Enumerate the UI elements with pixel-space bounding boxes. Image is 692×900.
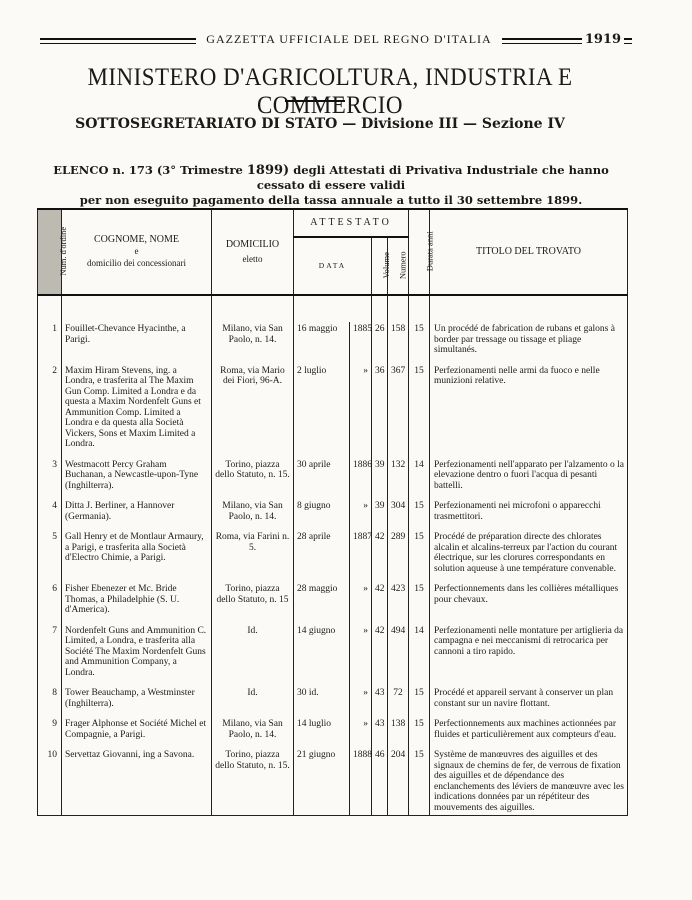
row-domicilio: Id.	[212, 624, 294, 681]
table-row	[38, 458, 628, 494]
table-row	[38, 748, 628, 816]
row-numero: 158	[388, 322, 409, 358]
row-year: »	[350, 582, 372, 618]
col-data: DATA	[294, 237, 372, 295]
row-volume: 42	[372, 624, 388, 681]
col-durata: Durata anni	[409, 209, 430, 295]
row-volume: 42	[372, 530, 388, 576]
row-volume: 43	[372, 717, 388, 742]
row-title: Système de manœuvres des aiguilles et des signaux de chemins de fer, de verrous de fixation des aiguilles et de dépendance des enclanchements des léviers de manœuvre avec les indications données par un répétiteur des mouvements des aiguilles.	[430, 748, 628, 816]
col-cognome-e: e	[134, 245, 139, 256]
row-year: 1887	[350, 530, 372, 576]
col-attestato: ATTESTATO	[294, 209, 409, 237]
row-number: 10	[38, 748, 62, 816]
row-name: Fisher Ebenezer et Mc. Bride Thomas, a Philadelphie (S. U. d'America).	[62, 582, 212, 618]
row-year: 1885	[350, 322, 372, 358]
row-durata: 15	[409, 499, 430, 524]
row-numero: 132	[388, 458, 409, 494]
row-date: 30 id.	[294, 686, 350, 711]
row-domicilio: Torino, piazza dello Statuto, n. 15.	[212, 748, 294, 816]
row-title: Procédé de préparation directe des chlorates alcalin et alcalins-terreux par l'action du courant électrique, sur les clorures correspondants en solution aqueuse à une température convenable.	[430, 530, 628, 576]
row-date: 28 aprile	[294, 530, 350, 576]
table-row	[38, 364, 628, 452]
ministry-title: MINISTERO D'AGRICOLTURA, INDUSTRIA E COMMERCIO	[87, 64, 573, 119]
row-numero: 304	[388, 499, 409, 524]
row-volume: 26	[372, 322, 388, 358]
row-name: Frager Alphonse et Société Michel et Compagnie, a Parigi.	[62, 717, 212, 742]
col-cognome-label: COGNOME, NOME	[94, 234, 179, 246]
col-domicilio-sub: eletto	[242, 254, 263, 264]
row-volume: 39	[372, 499, 388, 524]
table-row	[38, 686, 628, 711]
row-number: 5	[38, 530, 62, 576]
row-durata: 14	[409, 458, 430, 494]
row-year: 1886	[350, 458, 372, 494]
list-intro	[36, 163, 626, 208]
row-year: »	[350, 686, 372, 711]
table-row	[38, 582, 628, 618]
row-volume: 42	[372, 582, 388, 618]
row-numero: 423	[388, 582, 409, 618]
row-number: 1	[38, 322, 62, 358]
page-number: 1919	[582, 32, 624, 47]
row-volume: 43	[372, 686, 388, 711]
row-date: 2 luglio	[294, 364, 350, 452]
row-domicilio: Milano, via San Paolo, n. 14.	[212, 717, 294, 742]
col-volume: Volume	[372, 237, 388, 295]
row-domicilio: Milano, via San Paolo, n. 14.	[212, 322, 294, 358]
row-domicilio: Torino, piazza dello Statuto, n. 15	[212, 582, 294, 618]
row-name: Fouillet-Chevance Hyacinthe, a Parigi.	[62, 322, 212, 358]
intro-year: 1899)	[246, 163, 290, 178]
row-name: Ditta J. Berliner, a Hannover (Germania).	[62, 499, 212, 524]
row-volume: 36	[372, 364, 388, 452]
col-domicilio-label: DOMICILIO	[225, 238, 280, 250]
row-domicilio: Milano, via San Paolo, n. 14.	[212, 499, 294, 524]
row-number: 2	[38, 364, 62, 452]
row-durata: 15	[409, 582, 430, 618]
row-domicilio: Roma, via Mario dei Fiori, 96-A.	[212, 364, 294, 452]
row-volume: 39	[372, 458, 388, 494]
row-durata: 15	[409, 686, 430, 711]
row-durata: 15	[409, 717, 430, 742]
row-name: Nordenfelt Guns and Ammunition C. Limited, a Londra, e trasferita alla Société The Maxim Nordenfelt Guns and Ammunition Company, a Londra.	[62, 624, 212, 681]
patents-table	[37, 208, 628, 816]
row-year: 1888	[350, 748, 372, 816]
row-number: 6	[38, 582, 62, 618]
section-subtitle: SOTTOSEGRETARIATO DI STATO — Divisione III — Sezione IV	[75, 116, 565, 132]
row-numero: 204	[388, 748, 409, 816]
row-number: 7	[38, 624, 62, 681]
table-row	[38, 717, 628, 742]
row-domicilio: Id.	[212, 686, 294, 711]
row-title: Perfezionamenti nell'apparato per l'alzamento o la elevazione dentro o fuori l'acqua di pesanti battelli.	[430, 458, 628, 494]
row-numero: 494	[388, 624, 409, 681]
row-durata: 15	[409, 322, 430, 358]
row-title: Perfectionnements dans les collières métalliques pour chevaux.	[430, 582, 628, 618]
col-cognome-sub: domicilio dei concessionari	[87, 258, 186, 269]
row-name: Maxim Hiram Stevens, ing. a Londra, e trasferita al The Maxim Gun Comp. Limited a Londra e da questa a Maxim Nordenfelt Guns et Ammunition Comp. Limited a Londra e da questa alla Società Vickers, Sons et Maxim Limited a Londra.	[62, 364, 212, 452]
col-titolo: TITOLO DEL TROVATO	[430, 209, 628, 295]
row-number: 8	[38, 686, 62, 711]
row-title: Un procédé de fabrication de rubans et galons à border par tressage ou tissage et pliage simultanés.	[430, 322, 628, 358]
row-title: Perfezionamenti nelle armi da fuoco e nelle munizioni relative.	[430, 364, 628, 452]
row-name: Westmacott Percy Graham Buchanan, a Newcastle-upon-Tyne (Inghilterra).	[62, 458, 212, 494]
table-row	[38, 499, 628, 524]
row-number: 9	[38, 717, 62, 742]
row-numero: 289	[388, 530, 409, 576]
row-durata: 14	[409, 624, 430, 681]
row-domicilio: Torino, piazza dello Statuto, n. 15.	[212, 458, 294, 494]
table-row	[38, 530, 628, 576]
row-date: 14 luglio	[294, 717, 350, 742]
title-rule	[285, 100, 345, 102]
row-date: 30 aprile	[294, 458, 350, 494]
row-numero: 367	[388, 364, 409, 452]
row-year: »	[350, 364, 372, 452]
row-name: Tower Beauchamp, a Westminster (Inghilterra).	[62, 686, 212, 711]
table-row	[38, 624, 628, 681]
col-num-ordine: Num. d'ordine	[38, 209, 62, 295]
row-title: Perfezionamenti nei microfoni o apparecchi trasmettitori.	[430, 499, 628, 524]
row-volume: 46	[372, 748, 388, 816]
row-number: 4	[38, 499, 62, 524]
row-durata: 15	[409, 530, 430, 576]
row-title: Procédé et appareil servant à conserver un plan constant sur un navire flottant.	[430, 686, 628, 711]
col-numero: Numero	[388, 237, 409, 295]
row-date: 14 giugno	[294, 624, 350, 681]
row-title: Perfectionnements aux machines actionnées par fluides et particulièrement aux compteurs d'eau.	[430, 717, 628, 742]
row-durata: 15	[409, 364, 430, 452]
row-name: Gall Henry et de Montlaur Armaury, a Parigi, e trasferita alla Società d'Electro Chimie, a Parigi.	[62, 530, 212, 576]
row-title: Perfezionamenti nelle montature per artiglieria da campagna e nei meccanismi di retrocarica per cannoni a tiro rapido.	[430, 624, 628, 681]
row-date: 21 giugno	[294, 748, 350, 816]
row-year: »	[350, 717, 372, 742]
col-domicilio	[212, 209, 294, 295]
row-number: 3	[38, 458, 62, 494]
row-date: 8 giugno	[294, 499, 350, 524]
table-row	[38, 322, 628, 358]
intro-text-1: degli Attestati di Privativa Industriale che hanno cessato di essere validi	[256, 163, 609, 192]
row-year: »	[350, 624, 372, 681]
col-cognome	[62, 209, 212, 295]
row-durata: 15	[409, 748, 430, 816]
row-domicilio: Roma, via Farini n. 5.	[212, 530, 294, 576]
intro-text-2: per non eseguito pagamento della tassa annuale a tutto il 30 settembre 1899.	[79, 193, 583, 207]
row-numero: 72	[388, 686, 409, 711]
row-date: 28 maggio	[294, 582, 350, 618]
intro-prefix: ELENCO n. 173 (3° Trimestre	[53, 163, 243, 177]
running-title: GAZZETTA UFFICIALE DEL REGNO D'ITALIA	[196, 32, 502, 47]
row-numero: 138	[388, 717, 409, 742]
row-date: 16 maggio	[294, 322, 350, 358]
row-year: »	[350, 499, 372, 524]
row-name: Servettaz Giovanni, ing a Savona.	[62, 748, 212, 816]
